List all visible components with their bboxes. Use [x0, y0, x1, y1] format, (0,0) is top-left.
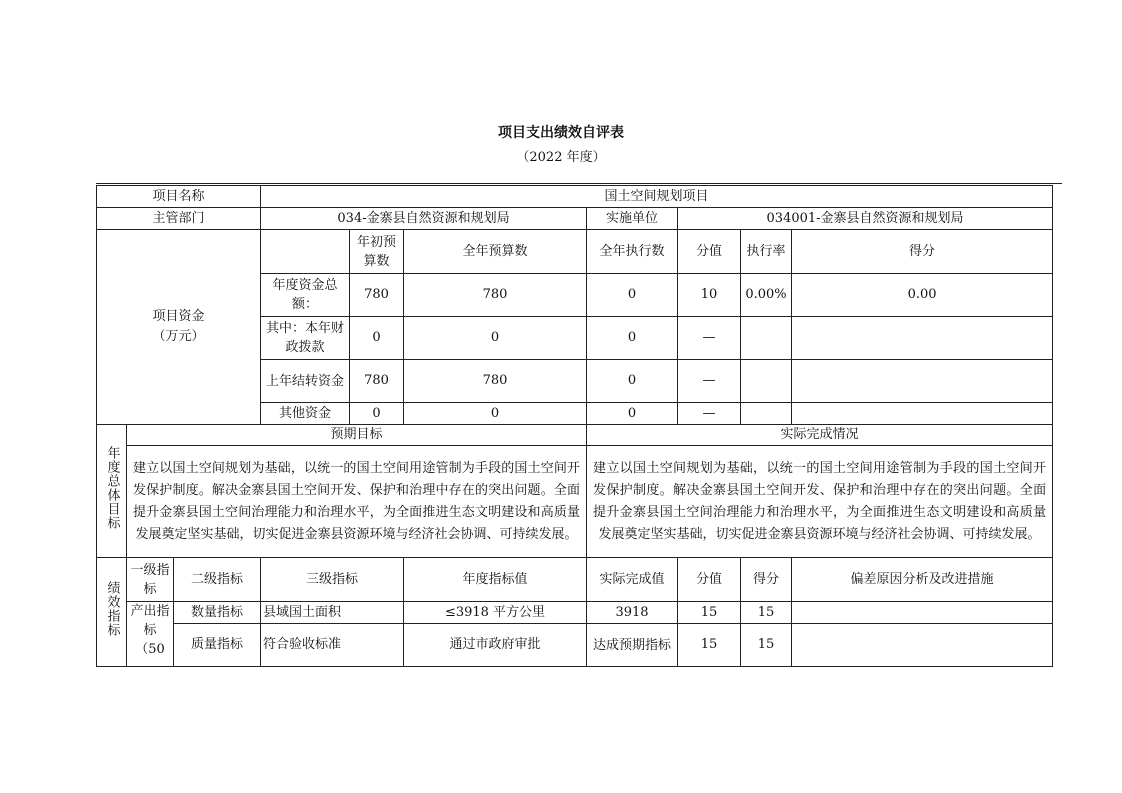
expected-goal-header: 预期目标: [127, 425, 587, 446]
funds-row-executed: 0: [587, 403, 678, 425]
funds-row-score: [792, 403, 1053, 425]
indicators-header-row: [97, 558, 1053, 602]
dept-label: 主管部门: [97, 208, 261, 230]
funds-row-score-value: —: [678, 403, 741, 425]
indicator-level2: 数量指标: [174, 602, 261, 624]
funds-row-score-value: —: [678, 317, 741, 360]
header-ind-score-value: 分值: [678, 558, 741, 602]
funds-row-label: 其他资金: [261, 403, 350, 425]
indicator-actual-value: 达成预期指标: [587, 624, 678, 667]
funds-label: [97, 230, 261, 425]
header-actual-value: 实际完成值: [587, 558, 678, 602]
header-ind-score: 得分: [741, 558, 792, 602]
indicator-score: 15: [741, 602, 792, 624]
impl-label: 实施单位: [587, 208, 678, 230]
dept-value: 034-金寨县自然资源和规划局: [261, 208, 587, 230]
performance-table: [96, 185, 1053, 667]
indicators-side-label: 绩效指标: [97, 558, 127, 667]
funds-row-executed: 0: [587, 360, 678, 403]
funds-row-executed: 0: [587, 317, 678, 360]
indicator-actual-value: 3918: [587, 602, 678, 624]
goals-header-row: [97, 425, 1053, 446]
actual-goal-text: 建立以国土空间规划为基础，以统一的国土空间用途管制为手段的国土空间开发保护制度。解决金寨县国土空间开发、保护和治理中存在的突出问题。全面提升金寨县国土空间治理能力和治理水平，为全面推进生态文明建设和高质量发展奠定坚实基础，切实促进金寨县资源环境与经济社会协调、可持续发展。: [587, 446, 1053, 558]
impl-value: 034001-金寨县自然资源和规划局: [678, 208, 1053, 230]
indicator-level3: 符合验收标准: [261, 624, 404, 667]
indicator-annual-value: ≤3918 平方公里: [404, 602, 587, 624]
indicator-row: [97, 602, 1053, 624]
department-row: [97, 208, 1053, 230]
indicator-level2: 质量指标: [174, 624, 261, 667]
indicator-score-value: 15: [678, 624, 741, 667]
header-level2: 二级指标: [174, 558, 261, 602]
header-exec-rate: 执行率: [741, 230, 792, 274]
funds-label-line2: （万元）: [152, 329, 205, 344]
funds-row-annual: 780: [404, 360, 587, 403]
funds-row-score: 0.00: [792, 274, 1053, 317]
funds-row-score: [792, 360, 1053, 403]
indicator-deviation: [792, 624, 1053, 667]
funds-row-label: 上年结转资金: [261, 360, 350, 403]
funds-row-label: 其中：本年财政拨款: [261, 317, 350, 360]
funds-header-row: [97, 230, 1053, 274]
document-title: 项目支出绩效自评表: [498, 125, 624, 141]
project-name-row: [97, 186, 1053, 208]
indicator-score: 15: [741, 624, 792, 667]
funds-row-score: [792, 317, 1053, 360]
project-name-value: 国土空间规划项目: [261, 186, 1053, 208]
expected-goal-text: 建立以国土空间规划为基础，以统一的国土空间用途管制为手段的国土空间开发保护制度。解决金寨县国土空间开发、保护和治理中存在的突出问题。全面提升金寨县国土空间治理能力和治理水平，为全面推进生态文明建设和高质量发展奠定坚实基础，切实促进金寨县资源环境与经济社会协调、可持续发展。: [127, 446, 587, 558]
header-initial-budget: 年初预算数: [350, 230, 404, 274]
funds-row-score-value: —: [678, 360, 741, 403]
document-subtitle: （2022 年度）: [516, 150, 606, 165]
header-annual-value: 年度指标值: [404, 558, 587, 602]
indicator-deviation: [792, 602, 1053, 624]
funds-row-exec-rate: [741, 360, 792, 403]
funds-row-initial: 780: [350, 274, 404, 317]
goals-text-row: [97, 446, 1053, 558]
header-deviation: 偏差原因分析及改进措施: [792, 558, 1053, 602]
indicator-level3: 县域国土面积: [261, 602, 404, 624]
goals-side-label: 年度总体目标: [97, 425, 127, 558]
funds-row-label: 年度资金总额：: [261, 274, 350, 317]
top-rule: [96, 183, 1062, 184]
header-annual-budget: 全年预算数: [404, 230, 587, 274]
funds-row-score-value: 10: [678, 274, 741, 317]
indicator-row: [97, 624, 1053, 667]
funds-row-initial: 0: [350, 317, 404, 360]
funds-label-line1: 项目资金: [152, 309, 205, 324]
funds-row-annual: 0: [404, 403, 587, 425]
header-level1: 一级指标: [127, 558, 174, 602]
actual-goal-header: 实际完成情况: [587, 425, 1053, 446]
indicator-score-value: 15: [678, 602, 741, 624]
funds-row-annual: 0: [404, 317, 587, 360]
funds-header-blank: [261, 230, 350, 274]
funds-row-annual: 780: [404, 274, 587, 317]
header-level3: 三级指标: [261, 558, 404, 602]
project-name-label: 项目名称: [97, 186, 261, 208]
funds-row-executed: 0: [587, 274, 678, 317]
header-executed: 全年执行数: [587, 230, 678, 274]
indicator-annual-value: 通过市政府审批: [404, 624, 587, 667]
funds-row-exec-rate: 0.00%: [741, 274, 792, 317]
header-score: 得分: [792, 230, 1053, 274]
funds-row-exec-rate: [741, 317, 792, 360]
funds-row-initial: 0: [350, 403, 404, 425]
funds-row-initial: 780: [350, 360, 404, 403]
output-indicator-label: 产出指标（50: [127, 602, 174, 667]
funds-row-exec-rate: [741, 403, 792, 425]
header-score-value: 分值: [678, 230, 741, 274]
